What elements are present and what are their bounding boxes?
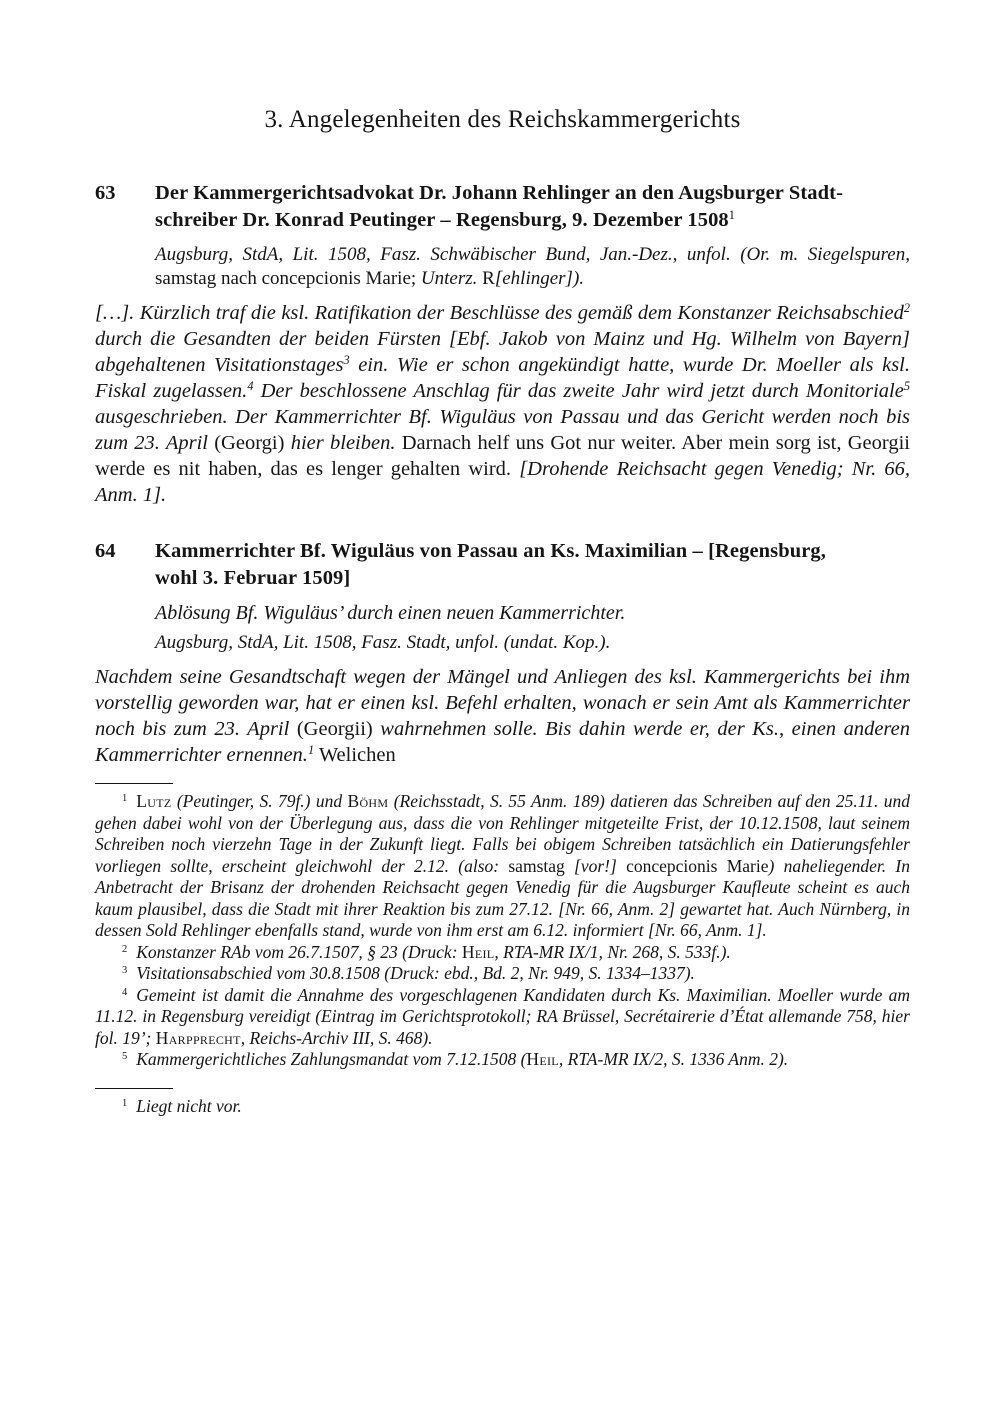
entry-summary: Ablösung Bf. Wiguläus’ durch einen neuen Kammerrichter. (155, 602, 626, 624)
heading-line-2: wohl 3. Februar 1509] (155, 567, 351, 589)
entry-63 (95, 180, 910, 508)
archive-source-note: Augsburg, StdA, Lit. 1508, Fasz. Schwäbischer Bund, Jan.-Dez., unfol. (Or. m. Siegelspuren, samstag nach concepcionis Marie; Unterz. R[ehlinger]). (155, 244, 910, 289)
footnote-text: Liegt nicht vor. (136, 1095, 242, 1116)
footnote-text: Kammergerichtliches Zahlungsmandat vom 7.12.1508 (Heil, RTA-MR IX/2, S. 1336 Anm. 2). (136, 1049, 789, 1069)
footnote-marker: 3 (122, 965, 128, 977)
footnote-4 (95, 985, 910, 1050)
entry-64-head (95, 538, 910, 592)
text-footnote-separator-rule (95, 1088, 173, 1089)
footnote-text: Visitationsabschied vom 30.8.1508 (Druck: ebd., Bd. 2, Nr. 949, S. 1334–1337). (136, 963, 695, 983)
heading-line-2: schreiber Dr. Konrad Peutinger – Regensburg, 9. Dezember 1508 (155, 209, 729, 231)
footnote-marker: 1 (122, 1097, 128, 1109)
footnote-marker: 1 (122, 793, 128, 805)
entry-63-head (95, 180, 910, 234)
footnote-1 (95, 791, 910, 942)
entry-number: 63 (95, 182, 116, 204)
chapter-title: 3. Angelegenheiten des Reichskammergerichts (264, 106, 741, 133)
entry-body-text: Nachdem seine Gesandtschaft wegen der Mängel und Anliegen des ksl. Kammergerichts bei ihm vorstellig geworden war, hat er einen ksl. Befehl erhalten, wonach er sein Amt als Kammerrichter noch bis zum 23. April (Georgii) wahrnehmen solle. Bis dahin werde er, der Ks., einen anderen Kammerrichter ernennen.$^1$ Welichen (95, 666, 911, 766)
footnote-text: Gemeint ist damit die Annahme des vorgeschlagenen Kandidaten durch Ks. Maximilian. Moeller wurde am 11.12. in Regensburg vereidigt (Eintrag im Gerichtsprotokoll; RA Brüssel, Secrétairerie d’État allemande 758, hier fol. 19’; Harpprecht, Reichs-Archiv III, S. 468). (95, 984, 910, 1048)
footnote-reference: 1 (728, 208, 736, 223)
entry-64 (95, 538, 910, 768)
footnote-5 (95, 1049, 910, 1071)
entry-heading (155, 180, 910, 234)
footnotes-section (95, 791, 910, 1071)
footnote-marker: 5 (122, 1051, 128, 1063)
footnote-marker: 4 (122, 986, 128, 998)
footnote-text: Konstanzer RAb vom 26.7.1507, § 23 (Druck: Heil, RTA-MR IX/1, Nr. 268, S. 533f.). (136, 941, 731, 962)
archive-source-note: Augsburg, StdA, Lit. 1508, Fasz. Stadt, unfol. (undat. Kop.). (155, 632, 611, 653)
heading-line-1: Der Kammergerichtsadvokat Dr. Johann Rehlinger an den Augsburger Stadt- (155, 182, 843, 204)
entry-heading (155, 538, 910, 592)
text-footnotes-section (95, 1096, 910, 1118)
heading-line-1: Kammerrichter Bf. Wiguläus von Passau an Ks. Maximilian – [Regensburg, (155, 540, 826, 562)
entry-number: 64 (95, 540, 116, 562)
footnote-text: Lutz (Peutinger, S. 79f.) und Böhm (Reichsstadt, S. 55 Anm. 189) datieren das Schreiben auf den 25.11. und gehen dabei wohl von der Überlegung aus, dass die von Rehlinger mitgeteilte Frist, der 10.12.1508, laut seinem Schreiben noch vierzehn Tage in der Zukunft liegt. Falls bei obigem Schreiben tatsächlich ein Datierungsfehler vorliegen sollte, erscheint gleichwohl der 2.12. (also: samstag [vor!] concepcionis Marie) naheliegender. In Anbetracht der Brisanz der drohenden Reichsacht gegen Venedig für die Augsburger Kaufleute scheint es auch kaum plausibel, dass die Stadt mit ihrer Reaktion bis zum 27.12. [Nr. 66, Anm. 2] gewartet hat. Auch Nürnberg, in dessen Sold Rehlinger ebenfalls stand, wurde von ihm erst am 6.12. informiert [Nr. 66, Anm. 1]. (95, 791, 910, 940)
footnote-2 (95, 942, 910, 964)
footnote-separator-rule (95, 783, 173, 784)
text-footnote-1 (95, 1096, 910, 1118)
entry-body-text: […]. Kürzlich traf die ksl. Ratifikation der Beschlüsse des gemäß dem Konstanzer Reichsabschied$^2$ durch die Gesandten der beiden Fürsten [Ebf. Jakob von Mainz und Hg. Wilhelm von Bayern] abgehaltenen Visitationstages$^3$ ein. Wie er schon angekündigt hatte, wurde Dr. Moeller als ksl. Fiskal zugelassen.$^4$ Der beschlossene Anschlag für das zweite Jahr wird jetzt durch Monitoriale$^5$ ausgeschrieben. Der Kammerrichter Bf. Wiguläus von Passau und das Gericht werden noch bis zum 23. April (Georgi) hier bleiben. Darnach helf uns Got nur weiter. Aber mein sorg ist, Georgii werde es nit haben, das es lenger gehalten wird. [Drohende Reichsacht gegen Venedig; Nr. 66, Anm. 1]. (95, 301, 910, 506)
footnote-3 (95, 963, 910, 985)
footnote-marker: 2 (122, 943, 128, 955)
